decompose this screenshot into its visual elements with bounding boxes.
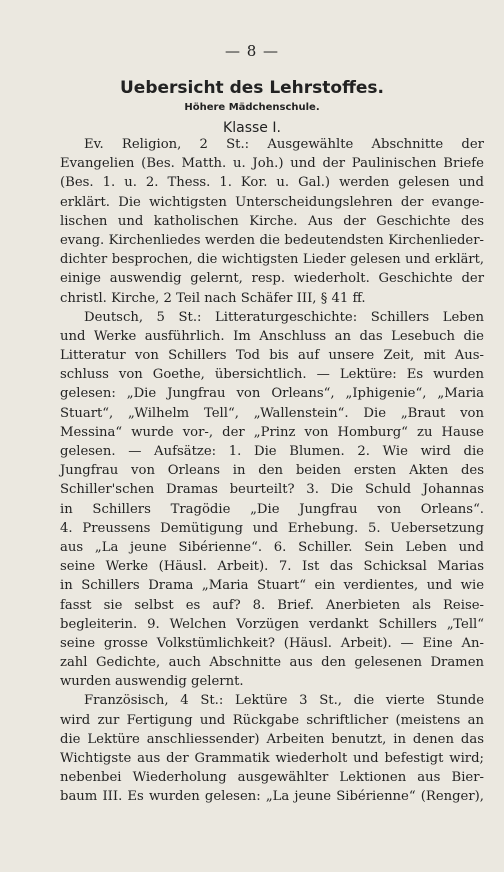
text-line: nebenbei Wiederholung ausgewählter Lektionen aus Bier- [60,770,484,786]
text-line: einige auswendig gelernt, resp. wiederholt. Geschichte der [60,271,484,287]
text-line: zahl Gedichte, auch Abschnitte aus den gelesenen Dramen [60,655,484,671]
text-line: seine Werke (Häusl. Arbeit). 7. Ist das Schicksal Marias [60,559,484,575]
text-line: christl. Kirche, 2 Teil nach Schäfer III, § 41 ff. [60,290,366,306]
text-line: gelesen. — Aufsätze: 1. Die Blumen. 2. Wie wird die [60,444,484,459]
text-line: baum III. Es wurden gelesen: „La jeune Sibérienne“ (Renger), [60,789,484,805]
text-line: Französisch, 4 St.: Lektüre 3 St., die vierte Stunde [84,693,484,709]
text-line: Litteratur von Schillers Tod bis auf unsere Zeit, mit Aus- [60,348,484,364]
text-line: Messina“ wurde vor-, der „Prinz von Homburg“ zu Hause [60,424,484,440]
text-line: die Lektüre anschliessender) Arbeiten benutzt, in denen das [60,731,484,747]
class-heading: Klasse I. [223,120,281,136]
text-line: Deutsch, 5 St.: Litteraturgeschichte: Schillers Leben [84,309,484,325]
text-line: wird zur Fertigung und Rückgabe schriftlicher (meistens an [60,712,484,728]
text-line: erklärt. Die wichtigsten Unterscheidungslehren der evange- [60,194,484,210]
text-line: 4. Preussens Demütigung und Erhebung. 5. Uebersetzung [60,520,484,536]
text-line: Jungfrau von Orleans in den beiden ersten Akten des [60,463,484,479]
text-line: gelesen: „Die Jungfrau von Orleans“, „Iphigenie“, „Maria [60,386,484,402]
text-line: lischen und katholischen Kirche. Aus der Geschichte des [60,213,484,229]
text-line: und Werke ausführlich. Im Anschluss an das Lesebuch die [60,328,484,344]
school-subtitle: Höhere Mädchenschule. [184,102,320,113]
text-line: fasst sie selbst es auf? 8. Brief. Anerbieten als Reise- [60,597,484,613]
text-line: evang. Kirchenliedes werden die bedeutendsten Kirchenlieder- [60,232,484,248]
text-line: in Schillers Tragödie „Die Jungfrau von Orleans“. [60,501,484,517]
text-line: dichter besprochen, die wichtigsten Lieder gelesen und erklärt, [60,252,484,268]
text-line: seine grosse Volkstümlichkeit? (Häusl. Arbeit). — Eine An- [60,635,484,651]
text-line: wurden auswendig gelernt. [60,674,244,690]
text-line: schluss von Goethe, übersichtlich. — Lektüre: Es wurden [60,367,484,383]
text-line: Schiller'schen Dramas beurteilt? 3. Die Schuld Johannas [60,482,484,498]
page-number: — 8 — [224,42,280,60]
section-title: Uebersicht des Lehrstoffes. [120,78,384,98]
body-text [60,135,484,807]
text-line: Stuart“, „Wilhelm Tell“, „Wallenstein“. Die „Braut von [60,405,484,421]
text-line: (Bes. 1. u. 2. Thess. 1. Kor. u. Gal.) werden gelesen und [60,175,484,191]
text-line: Ev. Religion, 2 St.: Ausgewählte Abschnitte der [84,137,484,152]
text-line: Evangelien (Bes. Matth. u. Joh.) und der Paulinischen Briefe [60,156,484,172]
text-line: in Schillers Drama „Maria Stuart“ ein verdientes, und wie [60,578,484,594]
text-line: begleiterin. 9. Welchen Vorzügen verdankt Schillers „Tell“ [60,616,484,632]
text-line: aus „La jeune Sibérienne“. 6. Schiller. Sein Leben und [60,539,484,555]
text-line: Wichtigste aus der Grammatik wiederholt und befestigt wird; [60,751,484,766]
